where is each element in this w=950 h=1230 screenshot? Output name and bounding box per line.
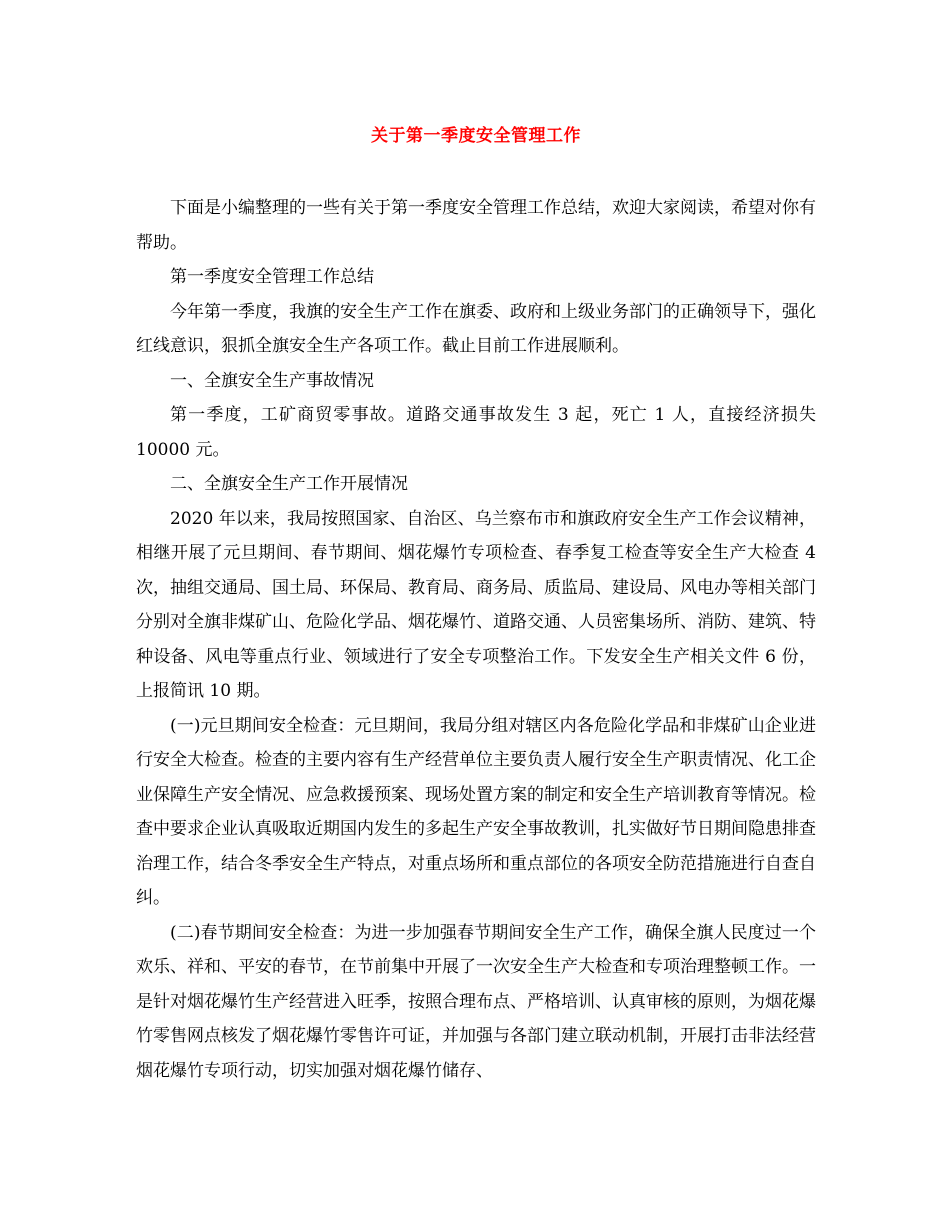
- paragraph-new-year-inspection: (一)元旦期间安全检查：元旦期间，我局分组对辖区内各危险化学品和非煤矿山企业进行安全大检查。检查的主要内容有生产经营单位主要负责人履行安全生产职责情况、化工企业保障生产安全情况、应急救援预案、现场处置方案的制定和安全生产培训教育等情况。检查中要求企业认真吸取近期国内发生的多起生产安全事故教训，扎实做好节日期间隐患排查治理工作，结合冬季安全生产特点，对重点场所和重点部位的各项安全防范措施进行自查自纠。: [136, 715, 816, 908]
- document-title: 关于第一季度安全管理工作: [371, 126, 581, 146]
- section-heading-accidents: 一、全旗安全生产事故情况: [170, 370, 374, 391]
- paragraph-overview: 今年第一季度，我旗的安全生产工作在旗委、政府和上级业务部门的正确领导下，强化红线意识，狠抓全旗安全生产各项工作。截止目前工作进展顺利。: [136, 301, 816, 356]
- paragraph-intro: 下面是小编整理的一些有关于第一季度安全管理工作总结，欢迎大家阅读，希望对你有帮助。: [136, 198, 816, 253]
- document-body: [136, 191, 816, 1088]
- section-heading-work: 二、全旗安全生产工作开展情况: [170, 474, 408, 494]
- paragraph-spring-festival-inspection: (二)春节期间安全检查：为进一步加强春节期间安全生产工作，确保全旗人民度过一个欢乐、祥和、平安的春节，在节前集中开展了一次安全生产大检查和专项治理整顿工作。一是针对烟花爆竹生产经营进入旺季，按照合理布点、严格培训、认真审核的原则，为烟花爆竹零售网点核发了烟花爆竹零售许可证，并加强与各部门建立联动机制，开展打击非法经营烟花爆竹专项行动，切实加强对烟花爆竹储存、: [136, 922, 816, 1081]
- paragraph-accidents: 第一季度，工矿商贸零事故。道路交通事故发生 3 起，死亡 1 人，直接经济损失 10000 元。: [136, 405, 816, 460]
- paragraph-subtitle: 第一季度安全管理工作总结: [170, 267, 374, 287]
- paragraph-work: 2020 年以来，我局按照国家、自治区、乌兰察布市和旗政府安全生产工作会议精神，相继开展了元旦期间、春节期间、烟花爆竹专项检查、春季复工检查等安全生产大检查 4 次，抽组交通局、国土局、环保局、教育局、商务局、质监局、建设局、风电办等相关部门分别对全旗非煤矿山、危险化学品、烟花爆竹、道路交通、人员密集场所、消防、建筑、特种设备、风电等重点行业、领域进行了安全专项整治工作。下发安全生产相关文件 6 份，上报简讯 10 期。: [136, 508, 816, 701]
